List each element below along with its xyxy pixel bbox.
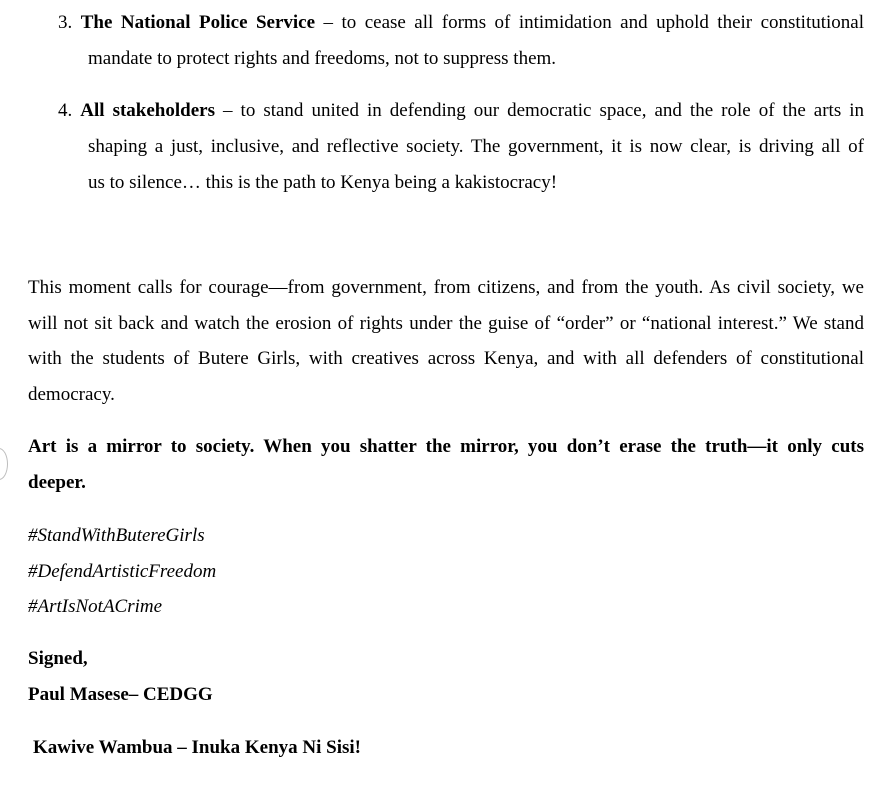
body-paragraph: [28, 270, 864, 413]
list-item-heading: All stakeholders: [80, 100, 215, 121]
signed-label: Signed,: [28, 648, 88, 669]
hashtag: #DefendArtisticFreedom: [28, 561, 217, 582]
list-item-text: – to cease all forms of intimidation and uphold their constitutional: [323, 12, 865, 33]
closing-line-2: deeper.: [28, 471, 86, 493]
hashtag: #ArtIsNotACrime: [28, 596, 163, 617]
list-item-4-line-3: us to silence… this is the path to Kenya being a kakistocracy!: [88, 172, 558, 193]
closing-statement: [28, 429, 864, 500]
list-number: 4.: [58, 100, 73, 121]
list-item-4-line-2: shaping a just, inclusive, and reflective society. The government, it is now clear, is driving all of: [88, 136, 864, 157]
paragraph-line-4: democracy.: [28, 384, 115, 406]
paragraph-line-2: will not sit back and watch the erosion of rights under the guise of “order” or “national interest.” We stand: [28, 312, 864, 334]
paragraph-line-3: with the students of Butere Girls, with creatives across Kenya, and with all defenders of constitutional: [28, 348, 864, 370]
list-item-3-line-2: mandate to protect rights and freedoms, not to suppress them.: [88, 48, 557, 69]
hashtag: #StandWithButereGirls: [28, 525, 205, 546]
list-item-4-line-1: [58, 93, 864, 129]
list-item-heading: The National Police Service: [80, 12, 316, 33]
list-item-4: [58, 93, 864, 201]
signer-name: Paul Masese– CEDGG: [28, 684, 213, 705]
list-number: 3.: [58, 12, 73, 33]
list-item-3: [58, 5, 864, 77]
list-item-text: – to stand united in defending our democratic space, and the role of the arts in: [223, 100, 865, 121]
closing-line-1: Art is a mirror to society. When you shatter the mirror, you don’t erase the truth—it only cuts: [28, 436, 864, 457]
scroll-handle[interactable]: [0, 448, 8, 480]
paragraph-line-1: This moment calls for courage—from government, from citizens, and from the youth. As civil society, we: [28, 277, 864, 298]
list-item-3-line-1: [58, 5, 864, 41]
signer-name: Kawive Wambua – Inuka Kenya Ni Sisi!: [33, 737, 362, 758]
